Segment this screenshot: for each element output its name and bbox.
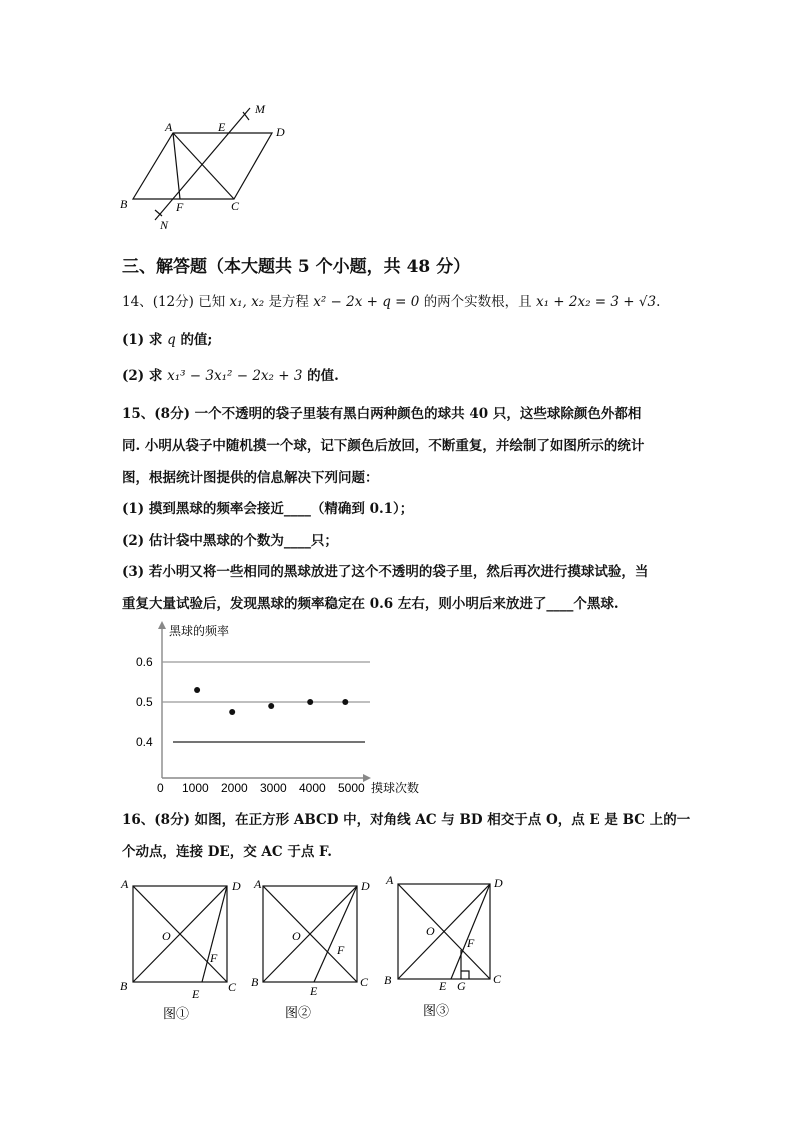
q16-line2: 个动点，连接 DE，交 AC 于点 F. [122, 844, 332, 860]
fig1-label-o: O [162, 929, 171, 943]
data-point-2 [229, 709, 235, 715]
y-axis-arrow [158, 621, 166, 629]
fig2-segment-de [314, 886, 357, 982]
section-title: 三、解答题（本大题共 5 个小题，共 48 分） [122, 257, 471, 277]
q14-part2 [122, 367, 339, 385]
diagonal-ac [173, 133, 234, 199]
fig3-right-angle [461, 971, 469, 979]
caption-fig1: 图① [163, 1006, 190, 1021]
q15-line1: 15、(8分) 一个不透明的袋子里装有黑白两种颜色的球共 40 只，这些球除颜色外都相 [122, 406, 642, 422]
y-tick-0.6: 0.6 [136, 655, 153, 669]
fig3-label-c: C [493, 972, 502, 986]
fig1-label-d: D [232, 879, 241, 893]
fig1-label-b: B [120, 979, 128, 993]
fig2-label-o: O [292, 929, 301, 943]
label-b: B [120, 197, 128, 211]
q14-stem-b: 是方程 [268, 294, 309, 310]
fig2-label-e: E [310, 984, 318, 998]
fig2-label-f: F [337, 943, 345, 957]
fig2-label-c: C [360, 975, 369, 989]
fig3-segment-de [451, 884, 490, 979]
q15-part1: (1) 摸到黑球的频率会接近____（精确到 0.1）； [122, 501, 414, 517]
fig2-label-b: B [251, 975, 259, 989]
q14-number: 14、 [122, 294, 153, 310]
frequency-chart [125, 618, 445, 803]
fig3-label-d: D [494, 876, 503, 890]
label-m: M [255, 102, 265, 116]
q14-stem-c: 的两个实数根，且 [423, 294, 532, 310]
label-a: A [165, 120, 173, 134]
label-c: C [231, 199, 240, 213]
q15-part2: (2) 估计袋中黑球的个数为____只； [122, 533, 338, 549]
q14-part1-b: 的值; [180, 332, 213, 348]
fig1-label-e: E [192, 987, 200, 1001]
q14-part2-a: (2) 求 [122, 368, 163, 384]
y-axis-label: 黑球的频率 [169, 624, 230, 638]
label-n: N [160, 218, 169, 232]
x-tick-1000: 1000 [182, 781, 209, 795]
q14-vars: x₁, x₂ [229, 294, 265, 310]
q15-part3-line1: (3) 若小明又将一些相同的黑球放进了这个不透明的袋子里，然后再次进行摸球试验，当 [122, 564, 649, 580]
data-point-1 [194, 687, 200, 693]
q16-line1: 16、(8分) 如图，在正方形 ABCD 中，对角线 AC 与 BD 相交于点 O，点 E 是 BC 上的一 [122, 812, 691, 828]
data-point-5 [342, 699, 348, 705]
fig3-label-b: B [384, 973, 392, 987]
q14-condition: x₁ + 2x₂ = 3 + √3 [535, 294, 657, 310]
square-figures [115, 872, 515, 1027]
data-point-4 [307, 699, 313, 705]
q14-part2-expr: x₁³ − 3x₁² − 2x₂ + 3 [167, 368, 303, 384]
q14-stem [122, 293, 660, 311]
x-tick-5000: 5000 [338, 781, 365, 795]
q14-part1 [122, 331, 212, 349]
q14-part1-var: q [167, 332, 176, 348]
parallelogram-figure [110, 98, 310, 238]
q14-part1-a: (1) 求 [122, 332, 163, 348]
fig3-label-f: F [467, 936, 475, 950]
q14-end: . [656, 294, 661, 310]
fig3-label-o: O [426, 924, 435, 938]
x-tick-2000: 2000 [221, 781, 248, 795]
fig3-label-e: E [439, 979, 447, 993]
y-tick-0.5: 0.5 [136, 695, 153, 709]
label-d: D [276, 125, 285, 139]
caption-fig3: 图③ [423, 1003, 450, 1018]
fig3-label-g: G [457, 979, 466, 993]
label-f: F [176, 200, 184, 214]
x-axis-label: 摸球次数 [371, 781, 420, 795]
x-tick-0: 0 [157, 781, 164, 795]
q14-part2-b: 的值. [307, 368, 339, 384]
q15-line2: 同. 小明从袋子中随机摸一个球，记下颜色后放回，不断重复，并绘制了如图所示的统计 [122, 438, 645, 454]
parallelogram-abcd [133, 133, 272, 199]
q14-equation: x² − 2x + q = 0 [313, 294, 420, 310]
x-tick-3000: 3000 [260, 781, 287, 795]
y-tick-0.4: 0.4 [136, 735, 153, 749]
x-tick-4000: 4000 [299, 781, 326, 795]
q15-part3-line2: 重复大量试验后，发现黑球的频率稳定在 0.6 左右，则小明后来放进了____个黑球. [122, 596, 619, 612]
fig1-label-c: C [228, 980, 237, 994]
data-point-3 [268, 703, 274, 709]
fig2-label-d: D [361, 879, 370, 893]
fig1-segment-de [202, 886, 227, 982]
label-e: E [218, 120, 226, 134]
fig1-label-f: F [210, 951, 218, 965]
caption-fig2: 图② [285, 1005, 312, 1020]
q15-line3: 图，根据统计图提供的信息解决下列问题： [122, 470, 379, 486]
q14-stem-a: (12分) 已知 [152, 294, 226, 310]
segment-af [173, 133, 180, 199]
fig2-label-a: A [254, 877, 262, 891]
fig1-label-a: A [121, 877, 129, 891]
fig3-label-a: A [386, 873, 394, 887]
